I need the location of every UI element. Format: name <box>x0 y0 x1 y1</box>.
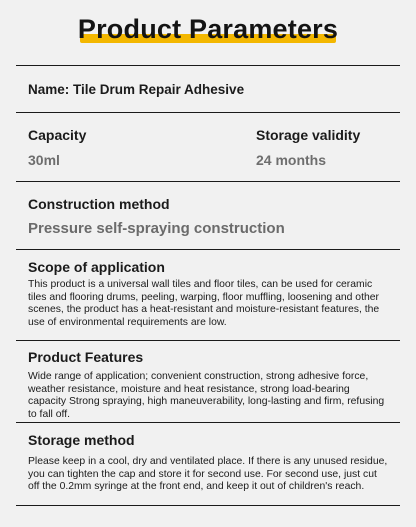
page-title-text: Product Parameters <box>77 14 339 44</box>
divider-bottom <box>16 505 400 506</box>
divider-capacity <box>16 181 400 182</box>
divider-features <box>16 422 400 423</box>
page-title <box>78 14 338 45</box>
scope-body: This product is a universal wall tiles and floor tiles, can be used for ceramic tiles and flooring drums, peeling, warping, floor muffling, loosening and other scenes, the product has a heat-resistant and moisture-resistant features, the use of environmental requirements are low. <box>28 279 380 328</box>
divider-construction <box>16 249 400 250</box>
divider-top <box>16 65 400 66</box>
page-header <box>0 0 416 58</box>
capacity-value: 30ml <box>28 152 60 168</box>
storage-method-body: Please keep in a cool, dry and ventilated place. If there is any unused residue, you can tighten the cap and store it for second use. For second use, just cut off the 0.2mm syringe at the front end, and keep it out of children's reach. <box>28 456 388 492</box>
storage-validity-value: 24 months <box>256 152 327 168</box>
features-body: Wide range of application; convenient construction, strong adhesive force, weather resistance, moisture and heat resistance, strong load-bearing capacity Strong spraying, high maneuverability, long-lasting and firm, refusing to fall off. <box>28 371 385 420</box>
divider-name <box>16 112 400 113</box>
capacity-label: Capacity <box>28 127 87 143</box>
construction-method-label: Construction method <box>28 196 170 212</box>
title-wrap <box>0 14 416 45</box>
storage-validity-label: Storage validity <box>256 127 361 143</box>
storage-method-title: Storage method <box>28 432 135 448</box>
scope-title: Scope of application <box>28 259 165 275</box>
product-name: Name: Tile Drum Repair Adhesive <box>28 82 245 97</box>
construction-method-value: Pressure self-spraying construction <box>28 220 285 237</box>
divider-scope <box>16 340 400 341</box>
features-title: Product Features <box>28 349 144 365</box>
